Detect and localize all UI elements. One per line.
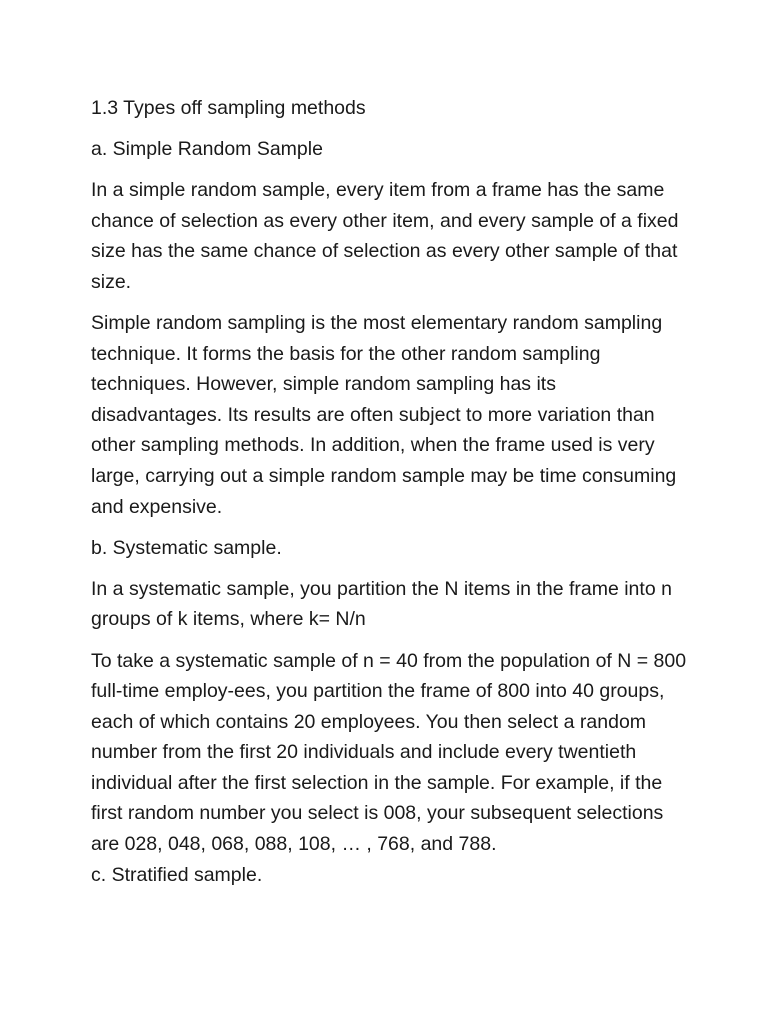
section-b-paragraph-1: In a systematic sample, you partition the N items in the frame into n groups of k items, where k= N/n xyxy=(91,577,672,631)
section-b-paragraph-2: To take a systematic sample of n = 40 from the population of N = 800 full-time employ-ees, you partition the frame of 800 into 40 groups, each of which contains 20 employees. You then select a random number from the first 20 individuals and include every twentieth individual after the first selection in the sample. For example, if the first random number you select is 008, your subsequent selections are 028, 048, 068, 088, 108, … , 768, and 788. xyxy=(91,649,687,856)
section-a-title: a. Simple Random Sample xyxy=(91,138,323,161)
section-c-title: c. Stratified sample. xyxy=(91,863,263,886)
section-heading: 1.3 Types off sampling methods xyxy=(91,97,366,119)
section-a-paragraph-1: In a simple random sample, every item from a frame has the same chance of selection as every other item, and every sample of a fixed size has the same chance of selection as every other sample of that size. xyxy=(91,179,679,293)
section-a-paragraph-2: Simple random sampling is the most elementary random sampling technique. It forms the basis for the other random sampling techniques. However, simple random sampling has its disadvantages. Its results are often subject to more variation than other sampling methods. In addition, when the frame used is very large, carrying out a simple random sample may be time consuming and expensive. xyxy=(91,312,677,518)
document-body xyxy=(91,93,691,901)
section-b-title: b. Systematic sample. xyxy=(91,536,282,559)
